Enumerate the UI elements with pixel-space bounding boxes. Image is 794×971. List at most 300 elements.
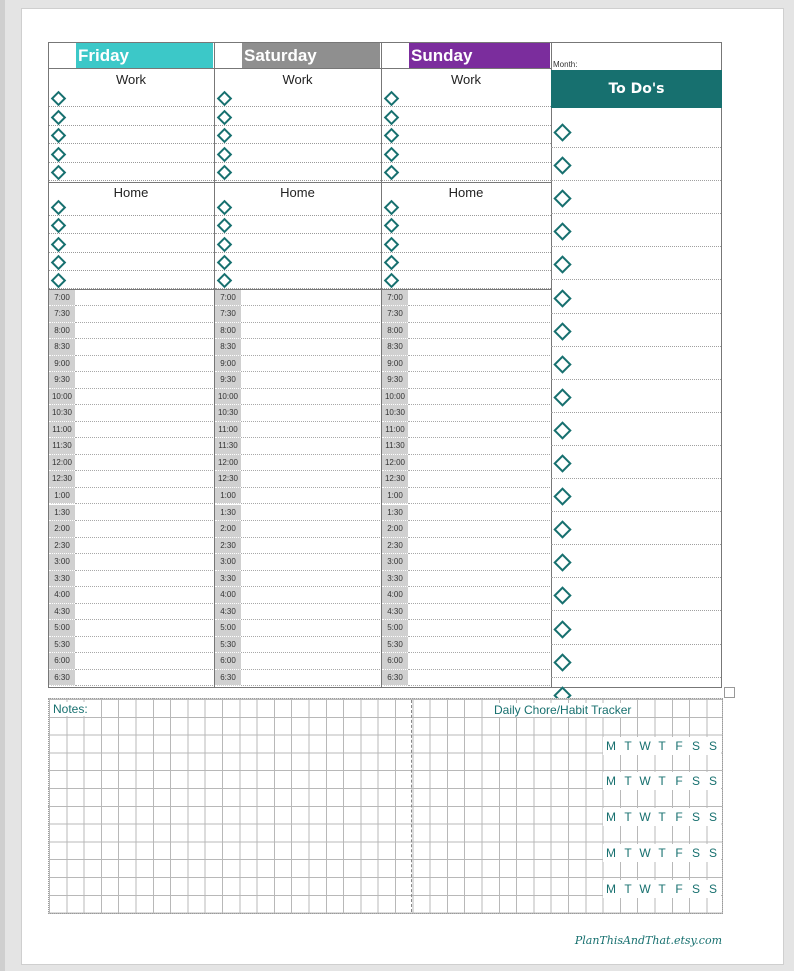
time-slot[interactable] — [408, 290, 550, 307]
task-checkbox-icon[interactable] — [217, 110, 233, 126]
time-label: 11:30 — [215, 438, 241, 455]
todo-checkbox-icon[interactable] — [553, 223, 571, 241]
weekday-letter[interactable]: M — [606, 882, 616, 896]
time-label: 1:30 — [382, 505, 408, 522]
section-divider — [381, 182, 551, 183]
time-slot[interactable] — [241, 471, 380, 488]
section-divider — [214, 182, 381, 183]
time-label: 10:30 — [215, 405, 241, 422]
time-label: 6:00 — [215, 653, 241, 670]
time-label: 3:30 — [49, 571, 75, 588]
todo-checkbox-icon[interactable] — [553, 156, 571, 174]
time-slot[interactable] — [408, 620, 550, 637]
todo-item-row[interactable] — [551, 347, 721, 380]
frame-right — [721, 42, 722, 687]
time-label: 12:00 — [49, 455, 75, 472]
time-label: 4:00 — [382, 587, 408, 604]
day-name: Friday — [76, 43, 213, 68]
time-slot[interactable] — [241, 455, 380, 472]
weekday-letter[interactable]: S — [708, 774, 717, 788]
time-slot[interactable] — [75, 438, 213, 455]
time-slot[interactable] — [241, 356, 380, 373]
time-label: 8:00 — [382, 323, 408, 340]
weekday-letter[interactable]: F — [675, 810, 683, 824]
time-slot[interactable] — [241, 587, 380, 604]
time-slot[interactable] — [241, 405, 380, 422]
task-checkbox-icon[interactable] — [384, 91, 400, 107]
time-label: 1:00 — [49, 488, 75, 505]
time-slot[interactable] — [75, 670, 213, 687]
weekday-letter[interactable]: W — [639, 846, 651, 860]
todo-item-row[interactable] — [551, 645, 721, 678]
weekday-letter[interactable]: T — [624, 739, 632, 753]
time-label: 5:30 — [49, 637, 75, 654]
time-slot[interactable] — [241, 306, 380, 323]
time-slot[interactable] — [408, 389, 550, 406]
time-slot[interactable] — [408, 538, 550, 555]
work-label: Work — [115, 72, 147, 87]
time-slot[interactable] — [75, 637, 213, 654]
time-label: 8:00 — [49, 323, 75, 340]
todo-item-row[interactable] — [551, 281, 721, 314]
time-label: 3:00 — [49, 554, 75, 571]
time-label: 9:00 — [49, 356, 75, 373]
habit-week-row — [603, 880, 721, 898]
todo-item-row[interactable] — [551, 545, 721, 578]
time-label: 12:30 — [215, 471, 241, 488]
time-label: 6:30 — [382, 670, 408, 687]
habit-week-row — [603, 808, 721, 826]
weekday-letter[interactable]: S — [708, 739, 717, 753]
time-label: 3:30 — [215, 571, 241, 588]
todo-checkbox-icon[interactable] — [553, 487, 571, 505]
task-checkbox-icon[interactable] — [217, 128, 233, 144]
work-label: Work — [282, 72, 313, 87]
time-label: 12:30 — [49, 471, 75, 488]
time-slot[interactable] — [408, 637, 550, 654]
weekday-letter[interactable]: T — [658, 882, 666, 896]
time-slot[interactable] — [75, 422, 213, 439]
time-label: 7:30 — [49, 306, 75, 323]
weekday-letter[interactable]: S — [708, 810, 717, 824]
time-label: 5:00 — [215, 620, 241, 637]
time-slot[interactable] — [75, 372, 213, 389]
time-slot[interactable] — [241, 653, 380, 670]
todo-checkbox-icon[interactable] — [553, 123, 571, 141]
time-slot[interactable] — [241, 488, 380, 505]
weekday-letter[interactable]: F — [675, 846, 683, 860]
time-slot[interactable] — [408, 422, 550, 439]
time-slot[interactable] — [241, 637, 380, 654]
time-slot[interactable] — [408, 405, 550, 422]
time-label: 4:30 — [49, 604, 75, 621]
time-slot[interactable] — [408, 356, 550, 373]
todo-item-row[interactable] — [551, 115, 721, 148]
todo-item-row[interactable] — [551, 148, 721, 181]
time-label: 9:00 — [215, 356, 241, 373]
weekday-letter[interactable]: M — [606, 810, 616, 824]
time-label: 11:30 — [49, 438, 75, 455]
weekday-letter[interactable]: M — [606, 846, 616, 860]
task-checkbox-icon[interactable] — [384, 110, 400, 126]
month-label: Month: — [553, 60, 578, 69]
time-label: 9:30 — [215, 372, 241, 389]
task-checkbox-icon[interactable] — [51, 165, 67, 181]
work-task-row[interactable] — [49, 108, 214, 126]
header-divider — [48, 68, 551, 69]
time-slot[interactable] — [75, 389, 213, 406]
task-checkbox-icon[interactable] — [384, 273, 400, 289]
time-label: 2:30 — [382, 538, 408, 555]
home-task-row[interactable] — [382, 216, 551, 234]
time-slot[interactable] — [241, 372, 380, 389]
habit-week-row — [603, 772, 721, 790]
home-task-row[interactable] — [215, 198, 381, 216]
todo-checkbox-icon[interactable] — [553, 388, 571, 406]
todo-item-row[interactable] — [551, 413, 721, 446]
time-label: 8:30 — [215, 339, 241, 356]
time-slot[interactable] — [75, 471, 213, 488]
time-slot[interactable] — [75, 356, 213, 373]
todo-checkbox-icon[interactable] — [553, 620, 571, 638]
time-slot[interactable] — [241, 505, 380, 522]
day-header-saturday — [214, 43, 381, 68]
task-checkbox-icon[interactable] — [217, 255, 233, 271]
time-slot[interactable] — [75, 538, 213, 555]
task-checkbox-icon[interactable] — [217, 91, 233, 107]
time-slot[interactable] — [241, 571, 380, 588]
weekday-letter[interactable]: T — [624, 774, 632, 788]
time-slot[interactable] — [241, 290, 380, 307]
weekday-letter[interactable]: T — [658, 810, 666, 824]
time-slot[interactable] — [241, 323, 380, 340]
time-slot[interactable] — [241, 339, 380, 356]
weekday-letter[interactable]: S — [691, 846, 700, 860]
time-slot[interactable] — [241, 521, 380, 538]
time-label: 6:00 — [49, 653, 75, 670]
time-label: 5:00 — [49, 620, 75, 637]
time-label: 1:00 — [215, 488, 241, 505]
window-edge — [0, 0, 5, 971]
time-slot[interactable] — [241, 620, 380, 637]
tracker-title: Daily Chore/Habit Tracker — [494, 703, 632, 717]
time-slot[interactable] — [408, 488, 550, 505]
todo-item-row[interactable] — [551, 512, 721, 545]
weekday-letter[interactable]: S — [691, 739, 700, 753]
time-slot[interactable] — [75, 290, 213, 307]
time-slot[interactable] — [408, 455, 550, 472]
todo-checkbox-icon[interactable] — [553, 355, 571, 373]
weekday-letter[interactable]: F — [675, 882, 683, 896]
task-checkbox-icon[interactable] — [384, 128, 400, 144]
time-slot[interactable] — [241, 389, 380, 406]
todo-item-row[interactable] — [551, 181, 721, 214]
time-slot[interactable] — [75, 571, 213, 588]
task-checkbox-icon[interactable] — [217, 218, 233, 234]
home-label: Home — [280, 185, 315, 200]
time-slot[interactable] — [241, 422, 380, 439]
todo-item-row[interactable] — [551, 214, 721, 247]
notes-tracker-divider — [411, 700, 412, 912]
time-label: 6:30 — [215, 670, 241, 687]
todo-checkbox-icon[interactable] — [553, 520, 571, 538]
weekday-letter[interactable]: F — [675, 774, 683, 788]
time-slot[interactable] — [408, 323, 550, 340]
work-task-row[interactable] — [49, 163, 214, 181]
todo-item-row[interactable] — [551, 314, 721, 347]
weekday-letter[interactable]: M — [606, 774, 616, 788]
weekday-letter[interactable]: S — [691, 774, 700, 788]
time-label: 11:00 — [382, 422, 408, 439]
time-label: 10:00 — [382, 389, 408, 406]
task-checkbox-icon[interactable] — [51, 218, 67, 234]
task-checkbox-icon[interactable] — [217, 147, 233, 163]
time-label: 3:00 — [215, 554, 241, 571]
resize-handle[interactable] — [724, 687, 735, 698]
work-task-row[interactable] — [215, 126, 381, 144]
time-label: 2:30 — [215, 538, 241, 555]
habit-week-row — [603, 737, 721, 755]
time-slot[interactable] — [75, 620, 213, 637]
weekday-letter[interactable]: M — [606, 739, 616, 753]
home-task-row[interactable] — [49, 235, 214, 253]
weekday-letter[interactable]: W — [639, 774, 651, 788]
time-label: 12:00 — [382, 455, 408, 472]
todo-checkbox-icon[interactable] — [553, 587, 571, 605]
task-checkbox-icon[interactable] — [384, 200, 400, 216]
task-checkbox-icon[interactable] — [217, 165, 233, 181]
home-label: Home — [113, 185, 149, 200]
home-task-row[interactable] — [215, 235, 381, 253]
todo-checkbox-icon[interactable] — [553, 256, 571, 274]
time-label: 8:30 — [49, 339, 75, 356]
work-task-row[interactable] — [215, 145, 381, 163]
time-slot[interactable] — [408, 505, 550, 522]
habit-week-row — [603, 844, 721, 862]
todo-item-row[interactable] — [551, 247, 721, 280]
todo-item-row[interactable] — [551, 578, 721, 611]
weekday-letter[interactable]: S — [691, 810, 700, 824]
home-task-row[interactable] — [49, 271, 214, 289]
weekday-letter[interactable]: T — [624, 846, 632, 860]
time-slot[interactable] — [408, 554, 550, 571]
task-checkbox-icon[interactable] — [51, 200, 67, 216]
task-checkbox-icon[interactable] — [384, 237, 400, 253]
time-label: 2:30 — [49, 538, 75, 555]
work-task-row[interactable] — [382, 145, 551, 163]
time-slot[interactable] — [408, 438, 550, 455]
weekday-letter[interactable]: T — [658, 774, 666, 788]
task-checkbox-icon[interactable] — [384, 147, 400, 163]
weekday-letter[interactable]: T — [624, 810, 632, 824]
work-task-row[interactable] — [215, 108, 381, 126]
time-label: 4:30 — [215, 604, 241, 621]
task-checkbox-icon[interactable] — [384, 165, 400, 181]
time-slot[interactable] — [408, 339, 550, 356]
weekday-letter[interactable]: W — [639, 810, 651, 824]
time-slot[interactable] — [241, 538, 380, 555]
weekday-letter[interactable]: T — [658, 846, 666, 860]
work-task-row[interactable] — [49, 89, 214, 107]
todo-item-row[interactable] — [551, 446, 721, 479]
time-label: 10:30 — [49, 405, 75, 422]
time-label: 6:00 — [382, 653, 408, 670]
time-label: 10:00 — [49, 389, 75, 406]
home-task-row[interactable] — [215, 216, 381, 234]
task-checkbox-icon[interactable] — [51, 237, 67, 253]
time-label: 4:30 — [382, 604, 408, 621]
time-label: 4:00 — [215, 587, 241, 604]
task-checkbox-icon[interactable] — [51, 273, 67, 289]
time-label: 1:30 — [49, 505, 75, 522]
notes-label: Notes: — [53, 702, 88, 716]
time-label: 2:00 — [382, 521, 408, 538]
time-slot[interactable] — [408, 471, 550, 488]
task-checkbox-icon[interactable] — [51, 91, 67, 107]
work-task-row[interactable] — [215, 163, 381, 181]
todo-underline — [551, 107, 722, 108]
time-label: 1:00 — [382, 488, 408, 505]
todo-checkbox-icon[interactable] — [553, 421, 571, 439]
time-label: 12:30 — [382, 471, 408, 488]
weekday-letter[interactable]: T — [658, 739, 666, 753]
work-task-row[interactable] — [382, 163, 551, 181]
time-slot[interactable] — [408, 571, 550, 588]
time-slot[interactable] — [408, 604, 550, 621]
weekday-letter[interactable]: F — [675, 739, 683, 753]
weekday-letter[interactable]: S — [708, 882, 717, 896]
time-slot[interactable] — [75, 587, 213, 604]
work-task-row[interactable] — [49, 126, 214, 144]
task-checkbox-icon[interactable] — [51, 255, 67, 271]
task-checkbox-icon[interactable] — [51, 128, 67, 144]
todo-checkbox-icon[interactable] — [553, 322, 571, 340]
time-slot[interactable] — [75, 505, 213, 522]
time-slot[interactable] — [75, 604, 213, 621]
home-label: Home — [448, 185, 484, 200]
day-name: Sunday — [409, 43, 550, 68]
time-label: 10:00 — [215, 389, 241, 406]
day-header-friday — [48, 43, 214, 68]
time-label: 8:00 — [215, 323, 241, 340]
todo-checkbox-icon[interactable] — [553, 554, 571, 572]
day-header-sunday — [381, 43, 551, 68]
work-label: Work — [450, 72, 482, 87]
time-label: 4:00 — [49, 587, 75, 604]
task-checkbox-icon[interactable] — [384, 218, 400, 234]
time-label: 9:00 — [382, 356, 408, 373]
home-task-row[interactable] — [215, 271, 381, 289]
weekday-letter[interactable]: W — [639, 739, 651, 753]
todo-checkbox-icon[interactable] — [553, 454, 571, 472]
home-task-row[interactable] — [382, 253, 551, 271]
work-task-row[interactable] — [49, 145, 214, 163]
time-label: 11:30 — [382, 438, 408, 455]
time-label: 5:30 — [382, 637, 408, 654]
time-label: 1:30 — [215, 505, 241, 522]
time-label: 7:30 — [215, 306, 241, 323]
todo-item-row[interactable] — [551, 380, 721, 413]
todo-checkbox-icon[interactable] — [553, 653, 571, 671]
time-slot[interactable] — [75, 554, 213, 571]
time-label: 11:00 — [49, 422, 75, 439]
task-checkbox-icon[interactable] — [384, 255, 400, 271]
task-checkbox-icon[interactable] — [51, 147, 67, 163]
todo-checkbox-icon[interactable] — [553, 289, 571, 307]
todo-item-row[interactable] — [551, 479, 721, 512]
time-label: 5:00 — [382, 620, 408, 637]
weekday-letter[interactable]: T — [624, 882, 632, 896]
task-checkbox-icon[interactable] — [217, 200, 233, 216]
home-task-row[interactable] — [49, 216, 214, 234]
time-slot[interactable] — [408, 670, 550, 687]
time-slot[interactable] — [408, 587, 550, 604]
time-label: 7:00 — [49, 290, 75, 307]
time-slot[interactable] — [75, 405, 213, 422]
time-slot[interactable] — [408, 306, 550, 323]
time-slot[interactable] — [75, 339, 213, 356]
time-label: 10:30 — [382, 405, 408, 422]
home-task-row[interactable] — [49, 198, 214, 216]
task-checkbox-icon[interactable] — [217, 273, 233, 289]
time-label: 7:30 — [382, 306, 408, 323]
home-task-row[interactable] — [382, 198, 551, 216]
time-slot[interactable] — [75, 521, 213, 538]
time-slot[interactable] — [241, 438, 380, 455]
time-slot[interactable] — [75, 306, 213, 323]
time-slot[interactable] — [75, 653, 213, 670]
todo-header: To Do's — [551, 70, 722, 107]
time-label: 2:00 — [215, 521, 241, 538]
time-slot[interactable] — [408, 372, 550, 389]
time-label: 9:30 — [382, 372, 408, 389]
home-task-row[interactable] — [382, 271, 551, 289]
work-task-row[interactable] — [382, 89, 551, 107]
task-checkbox-icon[interactable] — [217, 237, 233, 253]
time-slot[interactable] — [408, 521, 550, 538]
time-label: 7:00 — [215, 290, 241, 307]
home-task-row[interactable] — [382, 235, 551, 253]
time-label: 8:30 — [382, 339, 408, 356]
time-label: 2:00 — [49, 521, 75, 538]
todo-checkbox-icon[interactable] — [553, 189, 571, 207]
home-task-row[interactable] — [215, 253, 381, 271]
time-label: 5:30 — [215, 637, 241, 654]
todo-item-row[interactable] — [551, 612, 721, 645]
time-slot[interactable] — [75, 455, 213, 472]
work-task-row[interactable] — [215, 89, 381, 107]
work-task-row[interactable] — [382, 126, 551, 144]
weekday-letter[interactable]: S — [691, 882, 700, 896]
day-name: Saturday — [242, 43, 380, 68]
weekday-letter[interactable]: S — [708, 846, 717, 860]
time-label: 11:00 — [215, 422, 241, 439]
time-slot[interactable] — [75, 323, 213, 340]
time-slot[interactable] — [241, 554, 380, 571]
work-task-row[interactable] — [382, 108, 551, 126]
time-slot[interactable] — [241, 670, 380, 687]
time-slot[interactable] — [241, 604, 380, 621]
time-slot[interactable] — [408, 653, 550, 670]
weekday-letter[interactable]: W — [639, 882, 651, 896]
section-divider — [48, 182, 214, 183]
time-slot[interactable] — [75, 488, 213, 505]
time-label: 9:30 — [49, 372, 75, 389]
time-label: 3:30 — [382, 571, 408, 588]
task-checkbox-icon[interactable] — [51, 110, 67, 126]
home-task-row[interactable] — [49, 253, 214, 271]
footer-brand: PlanThisAndThat.etsy.com — [574, 934, 722, 947]
